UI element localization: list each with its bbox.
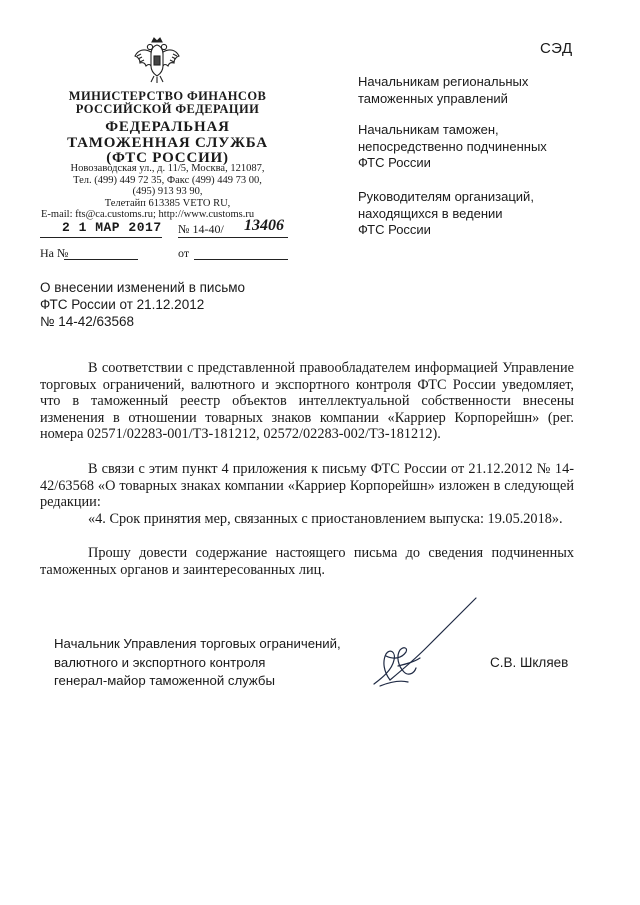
registration-number-handwritten: 13406 xyxy=(244,217,284,234)
registration-number-prefix: № 14-40/ xyxy=(178,222,224,236)
signer-name: С.В. Шкляев xyxy=(490,655,569,670)
body-paragraph: Прошу довести содержание настоящего письма до сведения подчиненных таможенных органов и заинтересованных лиц. xyxy=(40,545,574,578)
service-name: ФЕДЕРАЛЬНАЯ ТАМОЖЕННАЯ СЛУЖБА (ФТС РОССИИ) xyxy=(67,119,268,166)
reference-number-line xyxy=(64,259,138,260)
ministry-name: МИНИСТЕРСТВО ФИНАНСОВ РОССИЙСКОЙ ФЕДЕРАЦИИ xyxy=(68,89,267,116)
sed-mark: СЭД xyxy=(540,40,573,57)
addressee-regional: Начальникам региональных таможенных управлений xyxy=(358,74,529,106)
letter-subject: О внесении изменений в письмо ФТС России от 21.12.2012 № 14-42/63568 xyxy=(40,280,246,329)
reference-date-label: от xyxy=(178,246,190,260)
number-underline xyxy=(178,237,288,238)
registration-date: 2 1 МАР 2017 xyxy=(62,220,162,235)
addressee-customs: Начальникам таможен, непосредственно подчиненных ФТС России xyxy=(358,122,547,170)
addressee-organizations: Руководителям организаций, находящихся в ведении ФТС России xyxy=(358,189,534,237)
handwritten-signature xyxy=(368,596,480,692)
coat-of-arms-icon xyxy=(132,36,182,86)
body-paragraph: В соответствии с представленной правообладателем информацией Управление торговых ограничений, валютного и экспортного контроля ФТС России уведомляет, что в таможенный реестр объектов интеллектуальной собственности внесены изменения в отношении товарных знаков компании «Карриер Корпорейшн» (рег. номера 02571/02283-001/ТЗ-181212, 02572/02283-002/ТЗ-181212). xyxy=(40,360,574,443)
signer-title: Начальник Управления торговых ограничений, валютного и экспортного контроля генерал-майор таможенной службы xyxy=(54,636,341,688)
body-paragraph: В связи с этим пункт 4 приложения к письму ФТС России от 21.12.2012 № 14-42/63568 «О товарных знаках компании «Карриер Корпорейшн» изложен в следующей редакции: xyxy=(40,461,574,511)
reference-date-line xyxy=(194,259,288,260)
date-underline xyxy=(40,237,162,238)
sender-address: Новозаводская ул., д. 11/5, Москва, 121087, Тел. (499) 449 72 35, Факс (499) 449 73 00, (495) 913 93 90, Телетайп 613385 VETO RU, E-mail: fts@ca.customs.ru; http://www.customs.ru xyxy=(41,163,265,220)
reference-number-label: На № xyxy=(40,246,69,260)
body-paragraph: «4. Срок принятия мер, связанных с приостановлением выпуска: 19.05.2018». xyxy=(88,511,563,527)
